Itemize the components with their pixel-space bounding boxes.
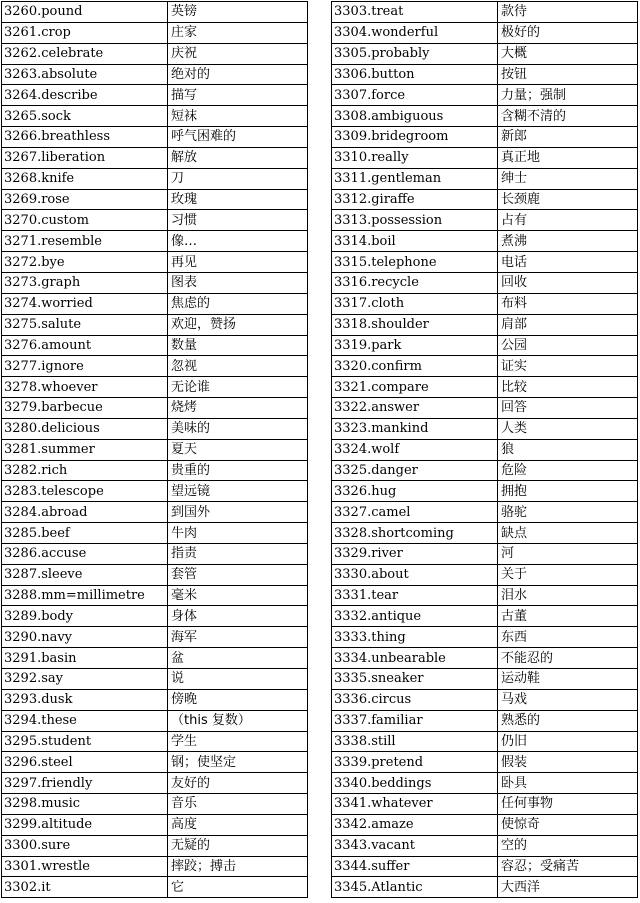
english-word-cell: 3292.say [2, 669, 168, 690]
table-row [332, 543, 638, 564]
english-word-cell: 3341.whatever [332, 794, 498, 815]
chinese-meaning-cell: 海军 [168, 627, 308, 648]
english-word-cell: 3316.recycle [332, 272, 498, 293]
table-row [2, 43, 308, 64]
english-word-cell: 3335.sneaker [332, 669, 498, 690]
table-row [332, 168, 638, 189]
english-word-cell: 3331.tear [332, 585, 498, 606]
vocab-table-left [1, 1, 308, 898]
english-word-cell: 3296.steel [2, 752, 168, 773]
table-row [332, 210, 638, 231]
table-row [2, 210, 308, 231]
table-row [332, 856, 638, 877]
english-word-cell: 3268.knife [2, 168, 168, 189]
chinese-meaning-cell: 图表 [168, 272, 308, 293]
english-word-cell: 3287.sleeve [2, 564, 168, 585]
table-row [2, 794, 308, 815]
chinese-meaning-cell: 像… [168, 231, 308, 252]
english-word-cell: 3280.delicious [2, 418, 168, 439]
english-word-cell: 3272.bye [2, 252, 168, 273]
table-row [332, 710, 638, 731]
english-word-cell: 3282.rich [2, 460, 168, 481]
table-row [332, 627, 638, 648]
english-word-cell: 3339.pretend [332, 752, 498, 773]
chinese-meaning-cell: 布料 [498, 293, 638, 314]
english-word-cell: 3310.really [332, 147, 498, 168]
table-row [332, 356, 638, 377]
english-word-cell: 3291.basin [2, 648, 168, 669]
table-row [332, 439, 638, 460]
chinese-meaning-cell: 无疑的 [168, 835, 308, 856]
table-row [2, 398, 308, 419]
chinese-meaning-cell: 傍晚 [168, 689, 308, 710]
table-row [2, 689, 308, 710]
chinese-meaning-cell: 含糊不清的 [498, 106, 638, 127]
english-word-cell: 3269.rose [2, 189, 168, 210]
table-row [332, 523, 638, 544]
table-row [332, 189, 638, 210]
chinese-meaning-cell: 比较 [498, 377, 638, 398]
english-word-cell: 3309.bridegroom [332, 127, 498, 148]
table-row [2, 335, 308, 356]
chinese-meaning-cell: 焦虑的 [168, 293, 308, 314]
table-row [332, 85, 638, 106]
chinese-meaning-cell: 大西洋 [498, 877, 638, 898]
english-word-cell: 3329.river [332, 543, 498, 564]
table-row [332, 335, 638, 356]
chinese-meaning-cell: 任何事物 [498, 794, 638, 815]
english-word-cell: 3290.navy [2, 627, 168, 648]
english-word-cell: 3328.shortcoming [332, 523, 498, 544]
table-row [332, 2, 638, 23]
english-word-cell: 3307.force [332, 85, 498, 106]
english-word-cell: 3318.shoulder [332, 314, 498, 335]
english-word-cell: 3306.button [332, 64, 498, 85]
vocab-table-right [331, 1, 638, 898]
chinese-meaning-cell: 短袜 [168, 106, 308, 127]
english-word-cell: 3322.answer [332, 398, 498, 419]
chinese-meaning-cell: 绝对的 [168, 64, 308, 85]
english-word-cell: 3315.telephone [332, 252, 498, 273]
chinese-meaning-cell: 无论谁 [168, 377, 308, 398]
table-row [2, 585, 308, 606]
english-word-cell: 3273.graph [2, 272, 168, 293]
table-row [2, 710, 308, 731]
table-row [332, 689, 638, 710]
table-row [332, 314, 638, 335]
table-row [2, 168, 308, 189]
table-row [2, 293, 308, 314]
table-row [2, 856, 308, 877]
chinese-meaning-cell: 回答 [498, 398, 638, 419]
chinese-meaning-cell: 运动鞋 [498, 669, 638, 690]
table-row [2, 314, 308, 335]
chinese-meaning-cell: 学生 [168, 731, 308, 752]
table-row [332, 293, 638, 314]
chinese-meaning-cell: 套管 [168, 564, 308, 585]
chinese-meaning-cell: 数量 [168, 335, 308, 356]
table-row [332, 460, 638, 481]
table-row [2, 877, 308, 898]
table-row [2, 439, 308, 460]
chinese-meaning-cell: 望远镜 [168, 481, 308, 502]
chinese-meaning-cell: 指责 [168, 543, 308, 564]
english-word-cell: 3313.possession [332, 210, 498, 231]
english-word-cell: 3312.giraffe [332, 189, 498, 210]
table-row [2, 85, 308, 106]
table-row [2, 147, 308, 168]
english-word-cell: 3281.summer [2, 439, 168, 460]
english-word-cell: 3302.it [2, 877, 168, 898]
chinese-meaning-cell: 关于 [498, 564, 638, 585]
table-row [2, 814, 308, 835]
chinese-meaning-cell: 盆 [168, 648, 308, 669]
table-row [2, 231, 308, 252]
english-word-cell: 3288.mm=millimetre [2, 585, 168, 606]
chinese-meaning-cell: 骆驼 [498, 502, 638, 523]
table-row [332, 252, 638, 273]
chinese-meaning-cell: 牛肉 [168, 523, 308, 544]
english-word-cell: 3330.about [332, 564, 498, 585]
chinese-meaning-cell: 极好的 [498, 22, 638, 43]
table-row [332, 43, 638, 64]
english-word-cell: 3300.sure [2, 835, 168, 856]
chinese-meaning-cell: 人类 [498, 418, 638, 439]
table-row [332, 731, 638, 752]
chinese-meaning-cell: 危险 [498, 460, 638, 481]
english-word-cell: 3317.cloth [332, 293, 498, 314]
chinese-meaning-cell: 使惊奇 [498, 814, 638, 835]
table-row [332, 106, 638, 127]
english-word-cell: 3319.park [332, 335, 498, 356]
chinese-meaning-cell: 新郎 [498, 127, 638, 148]
chinese-meaning-cell: 空的 [498, 835, 638, 856]
chinese-meaning-cell: 习惯 [168, 210, 308, 231]
english-word-cell: 3277.ignore [2, 356, 168, 377]
table-row [2, 252, 308, 273]
english-word-cell: 3266.breathless [2, 127, 168, 148]
english-word-cell: 3345.Atlantic [332, 877, 498, 898]
english-word-cell: 3324.wolf [332, 439, 498, 460]
english-word-cell: 3293.dusk [2, 689, 168, 710]
chinese-meaning-cell: 占有 [498, 210, 638, 231]
table-row [2, 627, 308, 648]
english-word-cell: 3304.wonderful [332, 22, 498, 43]
english-word-cell: 3276.amount [2, 335, 168, 356]
chinese-meaning-cell: 它 [168, 877, 308, 898]
table-row [332, 669, 638, 690]
chinese-meaning-cell: 证实 [498, 356, 638, 377]
english-word-cell: 3326.hug [332, 481, 498, 502]
english-word-cell: 3298.music [2, 794, 168, 815]
table-row [332, 398, 638, 419]
table-row [332, 814, 638, 835]
chinese-meaning-cell: 庆祝 [168, 43, 308, 64]
table-row [2, 22, 308, 43]
english-word-cell: 3342.amaze [332, 814, 498, 835]
english-word-cell: 3267.liberation [2, 147, 168, 168]
chinese-meaning-cell: 友好的 [168, 773, 308, 794]
english-word-cell: 3323.mankind [332, 418, 498, 439]
table-row [332, 648, 638, 669]
chinese-meaning-cell: 河 [498, 543, 638, 564]
table-row [332, 752, 638, 773]
chinese-meaning-cell: 容忍；受痛苦 [498, 856, 638, 877]
vocab-table-right-body [332, 2, 638, 898]
english-word-cell: 3336.circus [332, 689, 498, 710]
english-word-cell: 3320.confirm [332, 356, 498, 377]
chinese-meaning-cell: 美味的 [168, 418, 308, 439]
chinese-meaning-cell: 烧烤 [168, 398, 308, 419]
english-word-cell: 3279.barbecue [2, 398, 168, 419]
english-word-cell: 3294.these [2, 710, 168, 731]
table-row [2, 564, 308, 585]
table-row [332, 606, 638, 627]
table-row [332, 564, 638, 585]
english-word-cell: 3308.ambiguous [332, 106, 498, 127]
chinese-meaning-cell: （this 复数） [168, 710, 308, 731]
chinese-meaning-cell: 按钮 [498, 64, 638, 85]
chinese-meaning-cell: 款待 [498, 2, 638, 23]
english-word-cell: 3295.student [2, 731, 168, 752]
chinese-meaning-cell: 夏天 [168, 439, 308, 460]
chinese-meaning-cell: 呼气困难的 [168, 127, 308, 148]
table-row [332, 835, 638, 856]
chinese-meaning-cell: 不能忍的 [498, 648, 638, 669]
english-word-cell: 3284.abroad [2, 502, 168, 523]
table-row [2, 189, 308, 210]
table-row [2, 377, 308, 398]
english-word-cell: 3334.unbearable [332, 648, 498, 669]
english-word-cell: 3261.crop [2, 22, 168, 43]
chinese-meaning-cell: 东西 [498, 627, 638, 648]
table-row [2, 648, 308, 669]
chinese-meaning-cell: 玫瑰 [168, 189, 308, 210]
table-row [332, 64, 638, 85]
table-row [332, 418, 638, 439]
english-word-cell: 3327.camel [332, 502, 498, 523]
english-word-cell: 3285.beef [2, 523, 168, 544]
english-word-cell: 3289.body [2, 606, 168, 627]
english-word-cell: 3340.beddings [332, 773, 498, 794]
table-row [332, 272, 638, 293]
chinese-meaning-cell: 大概 [498, 43, 638, 64]
chinese-meaning-cell: 英镑 [168, 2, 308, 23]
table-row [332, 502, 638, 523]
table-row [2, 481, 308, 502]
chinese-meaning-cell: 描写 [168, 85, 308, 106]
vocab-table-left-body [2, 2, 308, 898]
english-word-cell: 3337.familiar [332, 710, 498, 731]
english-word-cell: 3344.suffer [332, 856, 498, 877]
english-word-cell: 3278.whoever [2, 377, 168, 398]
table-row [2, 606, 308, 627]
chinese-meaning-cell: 贵重的 [168, 460, 308, 481]
chinese-meaning-cell: 到国外 [168, 502, 308, 523]
english-word-cell: 3343.vacant [332, 835, 498, 856]
english-word-cell: 3262.celebrate [2, 43, 168, 64]
english-word-cell: 3321.compare [332, 377, 498, 398]
english-word-cell: 3297.friendly [2, 773, 168, 794]
table-row [2, 523, 308, 544]
english-word-cell: 3274.worried [2, 293, 168, 314]
chinese-meaning-cell: 力量；强制 [498, 85, 638, 106]
chinese-meaning-cell: 回收 [498, 272, 638, 293]
chinese-meaning-cell: 仍旧 [498, 731, 638, 752]
table-row [2, 543, 308, 564]
chinese-meaning-cell: 摔跤；搏击 [168, 856, 308, 877]
table-row [332, 127, 638, 148]
chinese-meaning-cell: 身体 [168, 606, 308, 627]
table-row [332, 481, 638, 502]
english-word-cell: 3283.telescope [2, 481, 168, 502]
table-row [2, 106, 308, 127]
english-word-cell: 3264.describe [2, 85, 168, 106]
chinese-meaning-cell: 公园 [498, 335, 638, 356]
chinese-meaning-cell: 音乐 [168, 794, 308, 815]
table-row [2, 2, 308, 23]
table-row [2, 502, 308, 523]
chinese-meaning-cell: 缺点 [498, 523, 638, 544]
english-word-cell: 3270.custom [2, 210, 168, 231]
chinese-meaning-cell: 高度 [168, 814, 308, 835]
english-word-cell: 3275.salute [2, 314, 168, 335]
table-row [332, 22, 638, 43]
table-row [2, 418, 308, 439]
table-row [2, 64, 308, 85]
chinese-meaning-cell: 卧具 [498, 773, 638, 794]
chinese-meaning-cell: 假装 [498, 752, 638, 773]
table-row [2, 773, 308, 794]
english-word-cell: 3303.treat [332, 2, 498, 23]
chinese-meaning-cell: 解放 [168, 147, 308, 168]
english-word-cell: 3263.absolute [2, 64, 168, 85]
chinese-meaning-cell: 说 [168, 669, 308, 690]
english-word-cell: 3299.altitude [2, 814, 168, 835]
table-row [332, 794, 638, 815]
table-row [2, 835, 308, 856]
chinese-meaning-cell: 古董 [498, 606, 638, 627]
chinese-meaning-cell: 忽视 [168, 356, 308, 377]
english-word-cell: 3325.danger [332, 460, 498, 481]
english-word-cell: 3286.accuse [2, 543, 168, 564]
table-row [332, 585, 638, 606]
chinese-meaning-cell: 绅士 [498, 168, 638, 189]
chinese-meaning-cell: 毫米 [168, 585, 308, 606]
table-row [332, 877, 638, 898]
english-word-cell: 3301.wrestle [2, 856, 168, 877]
english-word-cell: 3332.antique [332, 606, 498, 627]
table-row [2, 127, 308, 148]
english-word-cell: 3271.resemble [2, 231, 168, 252]
chinese-meaning-cell: 长颈鹿 [498, 189, 638, 210]
table-row [332, 231, 638, 252]
chinese-meaning-cell: 熟悉的 [498, 710, 638, 731]
table-row [2, 669, 308, 690]
chinese-meaning-cell: 再见 [168, 252, 308, 273]
table-row [2, 752, 308, 773]
english-word-cell: 3314.boil [332, 231, 498, 252]
chinese-meaning-cell: 拥抱 [498, 481, 638, 502]
table-row [2, 460, 308, 481]
table-row [332, 773, 638, 794]
table-row [2, 272, 308, 293]
english-word-cell: 3333.thing [332, 627, 498, 648]
chinese-meaning-cell: 刀 [168, 168, 308, 189]
chinese-meaning-cell: 煮沸 [498, 231, 638, 252]
chinese-meaning-cell: 真正地 [498, 147, 638, 168]
chinese-meaning-cell: 欢迎，赞扬 [168, 314, 308, 335]
chinese-meaning-cell: 钢；使坚定 [168, 752, 308, 773]
table-row [2, 731, 308, 752]
table-row [2, 356, 308, 377]
english-word-cell: 3260.pound [2, 2, 168, 23]
chinese-meaning-cell: 泪水 [498, 585, 638, 606]
chinese-meaning-cell: 马戏 [498, 689, 638, 710]
english-word-cell: 3338.still [332, 731, 498, 752]
english-word-cell: 3311.gentleman [332, 168, 498, 189]
table-row [332, 147, 638, 168]
english-word-cell: 3305.probably [332, 43, 498, 64]
table-row [332, 377, 638, 398]
chinese-meaning-cell: 电话 [498, 252, 638, 273]
chinese-meaning-cell: 庄家 [168, 22, 308, 43]
chinese-meaning-cell: 肩部 [498, 314, 638, 335]
chinese-meaning-cell: 狼 [498, 439, 638, 460]
english-word-cell: 3265.sock [2, 106, 168, 127]
